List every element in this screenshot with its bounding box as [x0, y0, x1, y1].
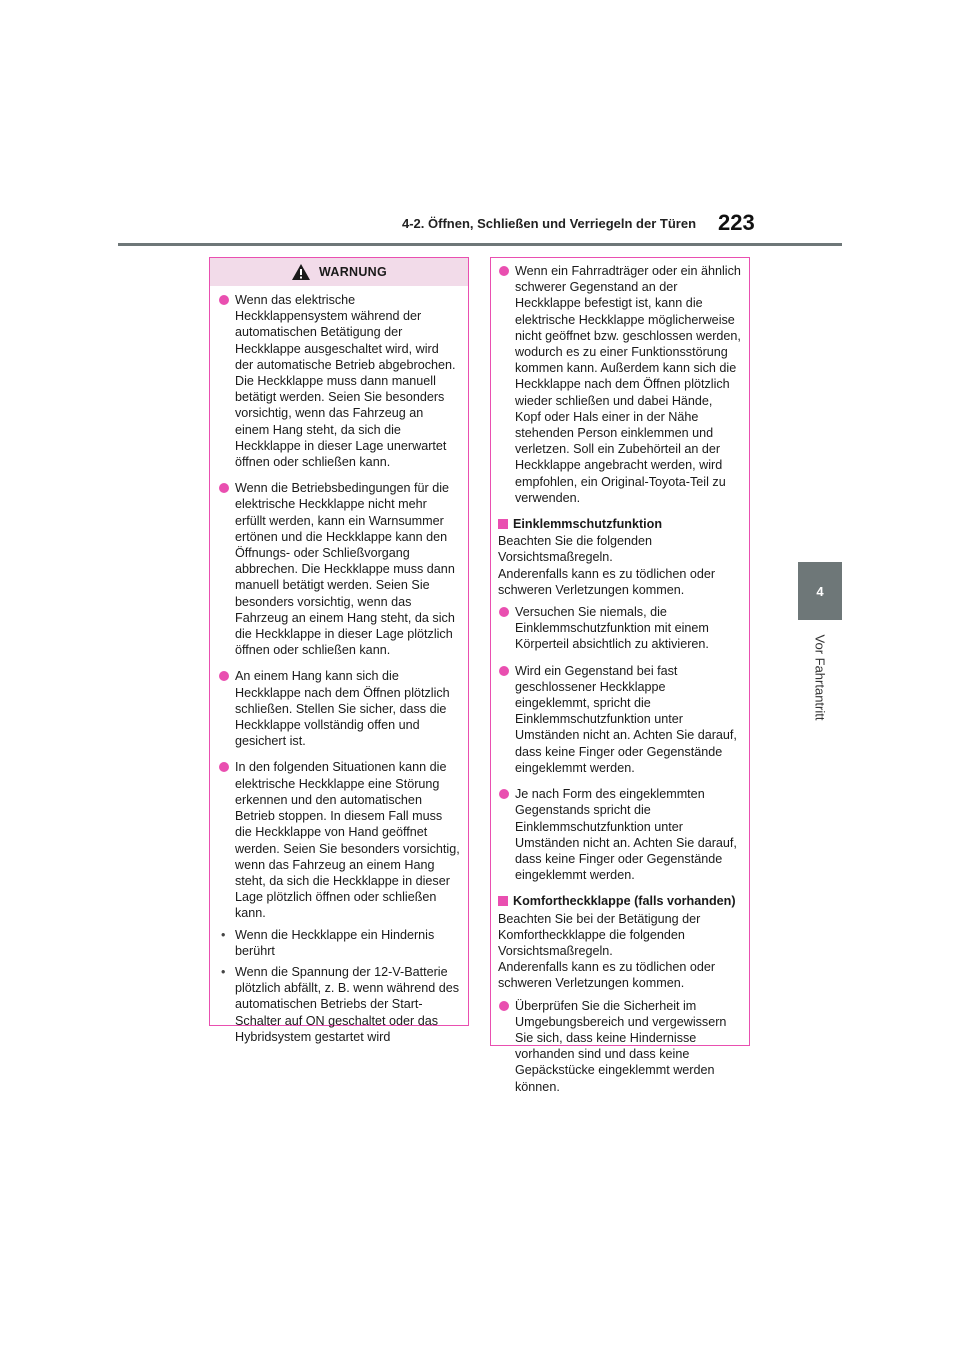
page-number: 223	[718, 210, 755, 235]
section-text: Anderenfalls kann es zu tödlichen oder schweren Verletzungen kommen.	[498, 566, 716, 597]
warning-bullet: Wenn das elektrische Heckklappensystem während der automatischen Betätigung der Heckklappe ausgeschaltet wird, wird der automatische Betrieb abgebrochen. Die Heckklappe muss dann manuell betätigt werden. Seien Sie besonders vorsichtig, wenn das Fahrzeug an einem Hang steht, da sich die Heckklappe in dieser Lage unerwartet öffnen oder schließen kann.	[218, 292, 460, 470]
pinch-bullet: Versuchen Sie niemals, die Einklemmschutzfunktion mit einem Körperteil absichtlich zu aktivieren.	[498, 604, 741, 653]
warning-body	[210, 286, 468, 1045]
comfort-bullet: Überprüfen Sie die Sicherheit im Umgebungsbereich und vergewissern Sie sich, dass keine Hindernisse vorhanden sind und dass keine Gepäckstücke eingeklemmt werden können.	[498, 998, 741, 1095]
header-rule	[118, 243, 842, 246]
section-heading-comfort-tailgate: Komfortheckklappe (falls vorhanden)	[498, 893, 741, 909]
chapter-tab: 4	[798, 562, 842, 620]
warning-sub-item: • Wenn die Heckklappe ein Hindernis berührt	[218, 927, 460, 959]
warning-triangle-icon	[291, 263, 311, 281]
warning-bullet: An einem Hang kann sich die Heckklappe nach dem Öffnen plötzlich schließen. Stellen Sie sicher, dass die Heckklappe vollständig offen und gesichert ist.	[218, 668, 460, 749]
warning-bullet: Wenn die Betriebsbedingungen für die elektrische Heckklappe nicht mehr erfüllt werden, kann ein Warnsummer ertönen und die Heckklappe kann den Öffnungs- oder Schließvorgang abbrechen. Die Heckklappe muss dann manuell betätigt werden. Seien Sie besonders vorsichtig, wenn das Fahrzeug an einem Hang steht, da sich die Heckklappe in dieser Lage plötzlich öffnen oder schließen kann.	[218, 480, 460, 658]
section-text: Beachten Sie bei der Betätigung der Komfortheckklappe die folgenden Vorsichtsmaßregeln.	[498, 911, 701, 958]
warning-sub-item: • Wenn die Spannung der 12-V-Batterie plötzlich abfällt, z. B. wenn während des automatischen Betriebs der Start-Schalter auf ON geschaltet oder das Hybridsystem gestartet wird	[218, 964, 460, 1045]
section-text: Anderenfalls kann es zu tödlichen oder schweren Verletzungen kommen.	[498, 960, 716, 991]
warning-box	[209, 257, 469, 1044]
pinch-bullet: Je nach Form des eingeklemmten Gegenstands spricht die Einklemmschutzfunktion unter Umständen nicht an. Achten Sie darauf, dass keine Finger oder Gegenstände eingeklemmt werden.	[498, 786, 741, 883]
caution-continuation-box	[490, 257, 750, 1094]
warning-title: WARNUNG	[318, 264, 388, 279]
warning-header	[210, 258, 468, 286]
chapter-label	[784, 632, 856, 722]
warning-bullet: In den folgenden Situationen kann die elektrische Heckklappe eine Störung erkennen und den automatischen Betrieb stoppen. In diesem Fall muss die Heckklappe von Hand geöffnet werden. Seien Sie besonders vorsichtig, wenn das Fahrzeug an einem Hang steht, da sich die Heckklappe in dieser Lage plötzlich öffnen oder schließen kann.	[218, 759, 460, 921]
section-text: Beachten Sie die folgenden Vorsichtsmaßregeln.	[498, 534, 653, 565]
intro-bullet: Wenn ein Fahrradträger oder ein ähnlich schwerer Gegenstand an der Heckklappe befestigt ist, kann die elektrische Heckklappe möglicherweise nicht geöffnet bzw. geschlossen werden, wodurch es zu einer Funktionsstörung kommen kann. Außerdem kann sich die Heckklappe nach dem Öffnen plötzlich wieder schließen und dabei Hände, Kopf oder Hals einer in der Nähe stehenden Person einklemmen und verletzen. Soll ein Zubehörteil an der Heckklappe angebracht werden, wird empfohlen, ein Original-Toyota-Teil zu verwenden.	[498, 263, 741, 506]
section-title: 4-2. Öffnen, Schließen und Verriegeln der Türen	[402, 216, 697, 231]
section-heading-pinch-protection: Einklemmschutzfunktion	[498, 516, 741, 532]
pinch-bullet: Wird ein Gegenstand bei fast geschlossener Heckklappe eingeklemmt, spricht die Einklemmschutzfunktion unter Umständen nicht an. Achten Sie darauf, dass keine Finger oder Gegenstände eingeklemmt werden.	[498, 663, 741, 776]
chapter-label-text: Vor Fahrtantritt	[812, 634, 828, 720]
